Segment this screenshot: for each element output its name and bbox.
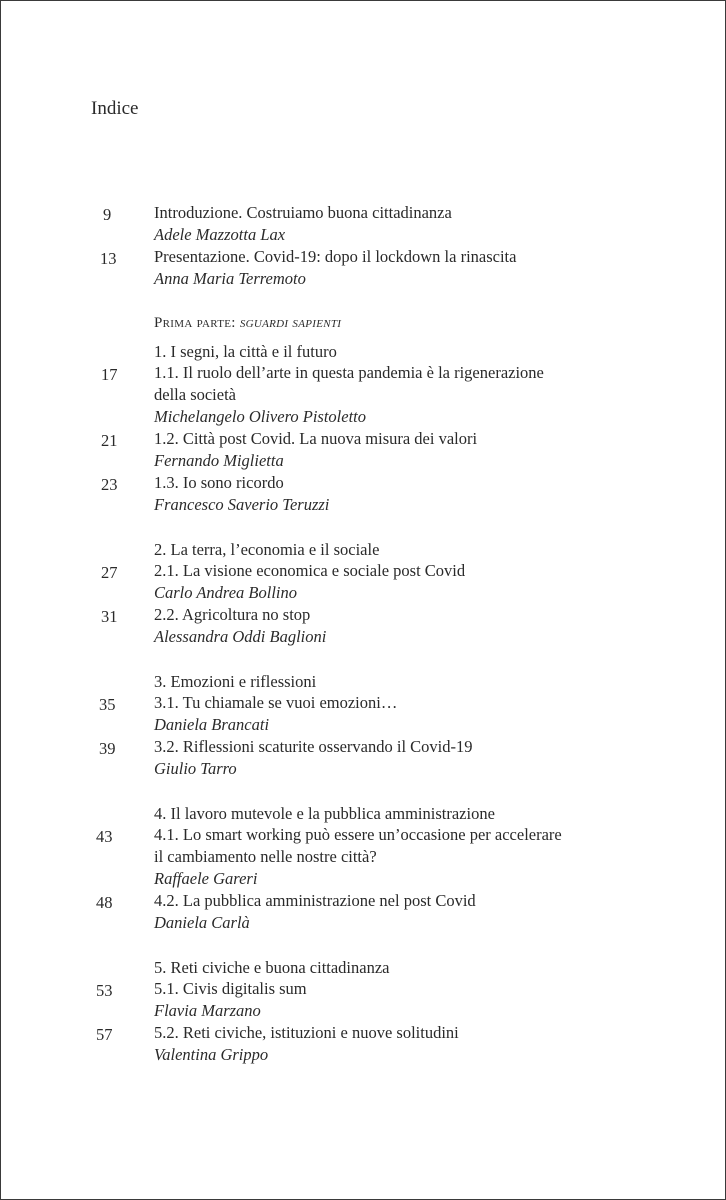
toc-entry-title: 1.1. Il ruolo dell’arte in questa pandemia è la rigenerazione <box>154 363 544 382</box>
toc-entry-title: 4.2. La pubblica amministrazione nel post Covid <box>154 891 476 910</box>
toc-page-number: 43 <box>96 827 113 846</box>
toc-page-number: 53 <box>96 981 113 1000</box>
toc-entry-title: 3.2. Riflessioni scaturite osservando il Covid-19 <box>154 737 473 756</box>
toc-page-number: 57 <box>96 1025 113 1044</box>
toc-page-number: 21 <box>101 431 118 450</box>
toc-entry-author: Francesco Saverio Teruzzi <box>154 495 330 514</box>
part-heading <box>154 312 341 334</box>
toc-page-number: 23 <box>101 475 118 494</box>
toc-entry-title: 5.1. Civis digitalis sum <box>154 979 307 998</box>
toc-entry-author: Giulio Tarro <box>154 759 237 778</box>
toc-entry-title: 1.3. Io sono ricordo <box>154 473 284 492</box>
toc-page-number: 9 <box>103 205 112 224</box>
toc-entry-author: Raffaele Gareri <box>154 869 258 888</box>
section-title: 3. Emozioni e riflessioni <box>154 672 317 691</box>
toc-entry-title: 1.2. Città post Covid. La nuova misura dei valori <box>154 429 478 448</box>
toc-page-number: 39 <box>99 739 116 758</box>
toc-entry-author: Daniela Brancati <box>154 715 270 734</box>
part-separator: : <box>231 315 240 331</box>
part-subtitle: sguardi sapienti <box>239 315 342 331</box>
toc-entry-author: Alessandra Oddi Baglioni <box>154 627 327 646</box>
toc-page-number: 17 <box>101 365 118 384</box>
toc-entry-title: 4.1. Lo smart working può essere un’occasione per accelerare <box>154 825 562 844</box>
toc-entry-author: Flavia Marzano <box>154 1001 261 1020</box>
toc-entry-title: 2.2. Agricoltura no stop <box>154 605 311 624</box>
toc-entry-author: Anna Maria Terremoto <box>154 269 306 288</box>
toc-entry-author: Valentina Grippo <box>154 1045 269 1064</box>
toc-entry-title: 5.2. Reti civiche, istituzioni e nuove solitudini <box>154 1023 459 1042</box>
toc-page-number: 35 <box>99 695 116 714</box>
toc-entry-title: Presentazione. Covid-19: dopo il lockdown la rinascita <box>154 247 517 266</box>
toc-entry-title: 2.1. La visione economica e sociale post Covid <box>154 561 466 580</box>
toc-page-number: 13 <box>100 249 117 268</box>
toc-entry-title-continued: della società <box>154 385 237 404</box>
toc-page-number: 31 <box>101 607 118 626</box>
section-title: 4. Il lavoro mutevole e la pubblica amministrazione <box>154 804 495 823</box>
toc-entry-title-continued: il cambiamento nelle nostre città? <box>154 847 377 866</box>
toc-entry-author: Daniela Carlà <box>154 913 250 932</box>
toc-entry-author: Fernando Miglietta <box>154 451 284 470</box>
part-label: Prima parte <box>154 315 232 331</box>
section-title: 2. La terra, l’economia e il sociale <box>154 540 380 559</box>
toc-entry-author: Michelangelo Olivero Pistoletto <box>154 407 367 426</box>
section-title: 1. I segni, la città e il futuro <box>154 342 337 361</box>
toc-page-number: 27 <box>101 563 118 582</box>
toc-entry-author: Carlo Andrea Bollino <box>154 583 298 602</box>
toc-entry-title: 3.1. Tu chiamale se vuoi emozioni… <box>154 693 398 712</box>
toc-entry-title: Introduzione. Costruiamo buona cittadinanza <box>154 203 452 222</box>
page-title: Indice <box>91 98 139 119</box>
toc-page-number: 48 <box>96 893 113 912</box>
section-title: 5. Reti civiche e buona cittadinanza <box>154 958 390 977</box>
toc-entry-author: Adele Mazzotta Lax <box>154 225 286 244</box>
